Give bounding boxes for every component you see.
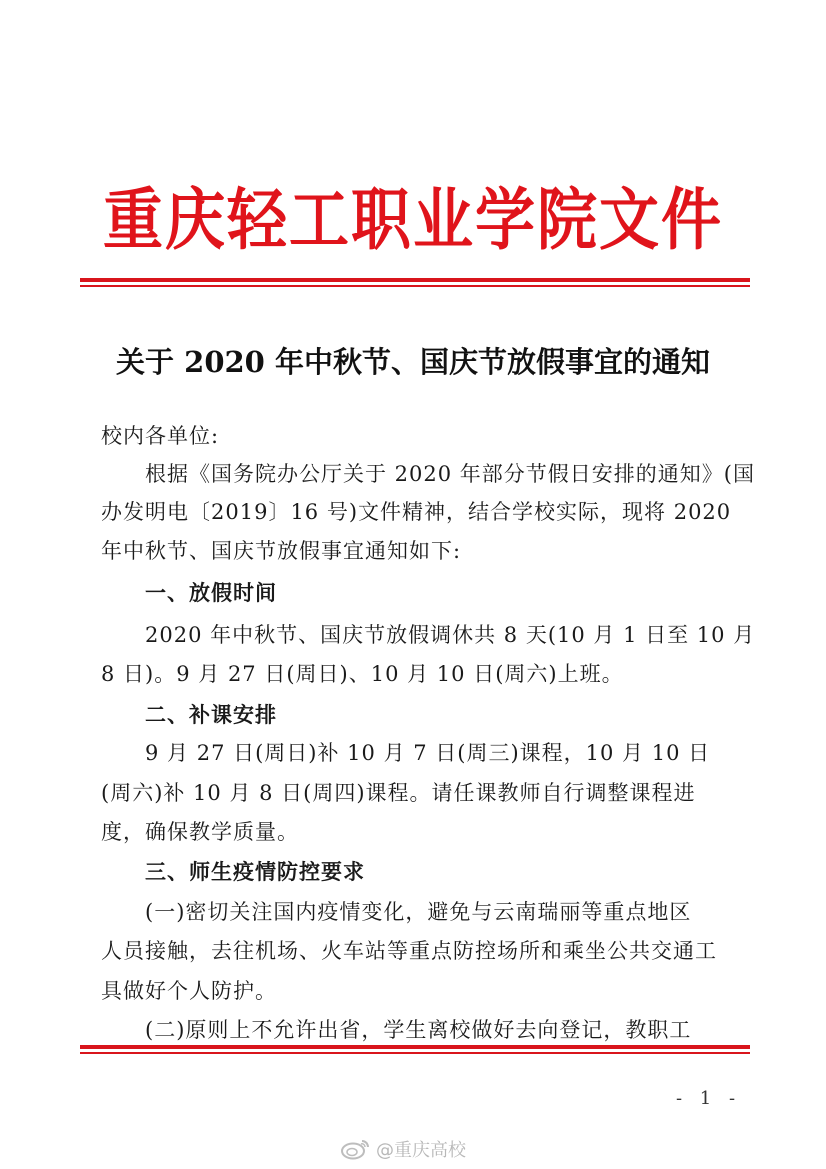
section-line: 8 日)。9 月 27 日(周日)、10 月 10 日(周六)上班。 <box>101 662 624 686</box>
section-heading: 一、放假时间 <box>145 581 277 605</box>
weibo-icon <box>340 1138 370 1160</box>
intro-line: 年中秋节、国庆节放假事宜通知如下: <box>101 539 462 563</box>
footer-divider-thin <box>80 1052 750 1054</box>
section-line: 人员接触，去往机场、火车站等重点防控场所和乘坐公共交通工 <box>101 939 717 963</box>
section-heading: 二、补课安排 <box>145 703 277 727</box>
section-line: (一)密切关注国内疫情变化，避免与云南瑞丽等重点地区 <box>145 900 692 924</box>
section-line: 度，确保教学质量。 <box>101 820 299 844</box>
intro-line: 根据《国务院办公厅关于 2020 年部分节假日安排的通知》(国 <box>145 462 755 486</box>
section-line: 9 月 27 日(周日)补 10 月 7 日(周三)课程，10 月 10 日 <box>145 741 711 765</box>
section-line: (周六)补 10 月 8 日(周四)课程。请任课教师自行调整课程进 <box>101 781 696 805</box>
section-line: (二)原则上不允许出省，学生离校做好去向登记，教职工 <box>145 1018 692 1042</box>
section-line: 具做好个人防护。 <box>101 979 277 1003</box>
document-title: 关于 2020 年中秋节、国庆节放假事宜的通知 <box>116 345 710 379</box>
masthead-divider-thick <box>80 278 750 282</box>
document-masthead: 重庆轻工职业学院文件 <box>103 181 723 260</box>
page-number: - 1 - <box>676 1088 742 1109</box>
section-heading: 三、师生疫情防控要求 <box>145 860 365 884</box>
weibo-watermark <box>340 1136 466 1162</box>
masthead-divider-thin <box>80 285 750 287</box>
intro-line: 办发明电〔2019〕16 号)文件精神，结合学校实际，现将 2020 <box>101 500 732 524</box>
footer-divider-thick <box>80 1045 750 1049</box>
watermark-text: @重庆高校 <box>376 1140 466 1161</box>
salutation: 校内各单位: <box>101 424 220 448</box>
section-line: 2020 年中秋节、国庆节放假调休共 8 天(10 月 1 日至 10 月 <box>145 623 756 647</box>
